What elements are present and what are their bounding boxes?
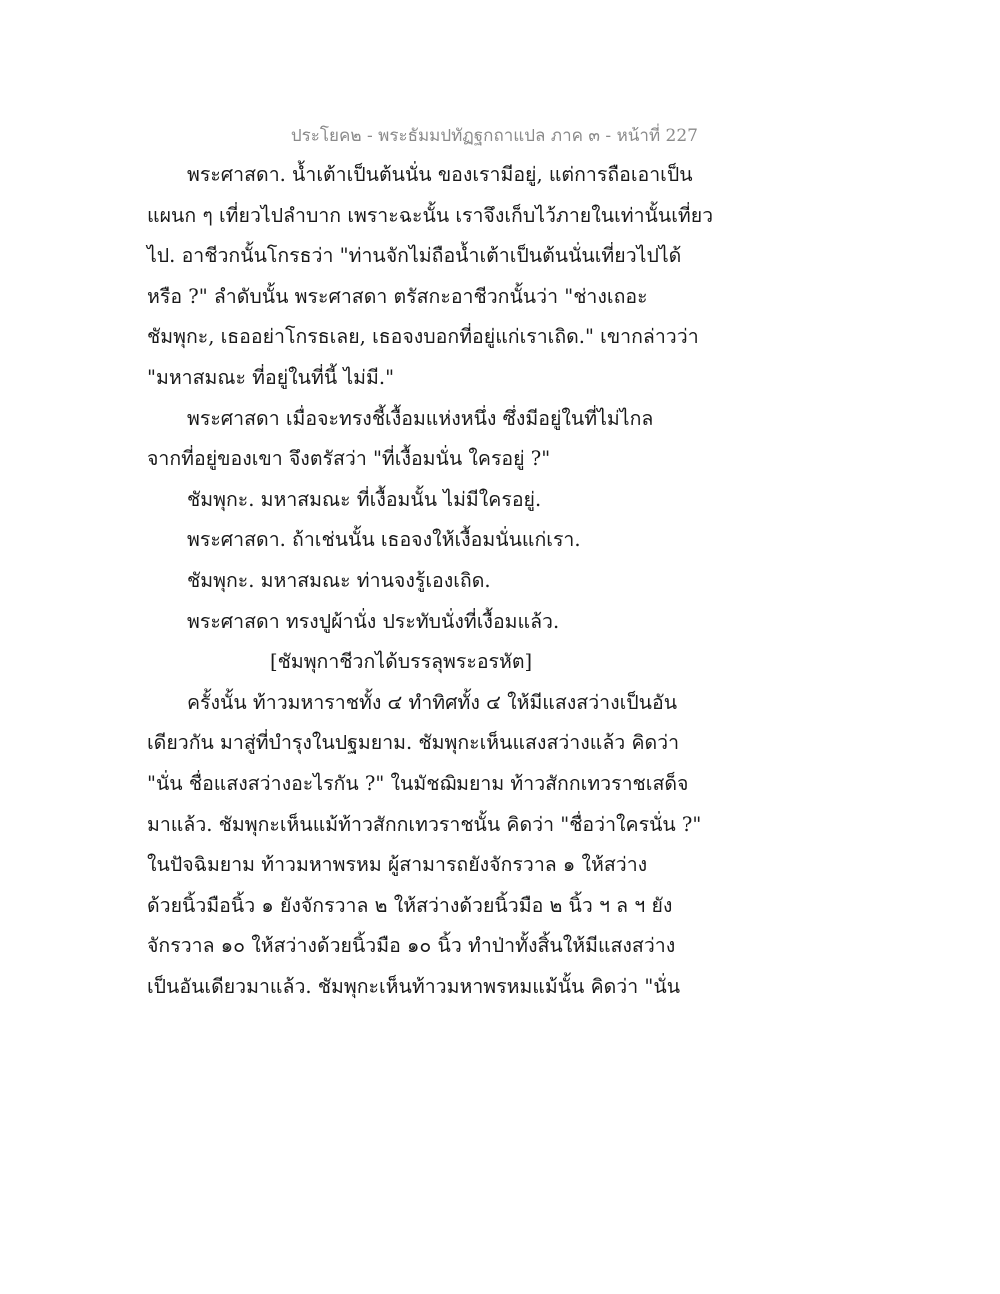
text-line: จักรวาล ๑๐ ให้สว่างด้วยนิ้วมือ ๑๐ นิ้ว ทำป่าทั้งสิ้นให้มีแสงสว่าง (147, 934, 676, 958)
text-line: จากที่อยู่ของเขา จึงตรัสว่า "ที่เงื้อมนั่น ใครอยู่ ?" (147, 447, 551, 471)
text-line: ด้วยนิ้วมือนิ้ว ๑ ยังจักรวาล ๒ ให้สว่างด้วยนิ้วมือ ๒ นิ้ว ฯ ล ฯ ยัง (147, 893, 673, 917)
text-line: เดียวกัน มาสู่ที่บำรุงในปฐมยาม. ชัมพุกะเห็นแสงสว่างแล้ว คิดว่า (147, 731, 680, 755)
text-line: หรือ ?" ลำดับนั้น พระศาสดา ตรัสกะอาชีวกนั้นว่า "ช่างเถอะ (147, 284, 648, 308)
text-line: พระศาสดา. ถ้าเช่นนั้น เธอจงให้เงื้อมนั่นแก่เรา. (187, 528, 581, 552)
body-text (147, 155, 714, 1007)
text-line: มาแล้ว. ชัมพุกะเห็นแม้ท้าวสักกเทวราชนั้น คิดว่า "ชื่อว่าใครนั่น ?" (147, 812, 702, 836)
text-line: ชัมพุกะ. มหาสมณะ ที่เงื้อมนั้น ไม่มีใครอยู่. (187, 487, 542, 511)
text-line: พระศาสดา. น้ำเต้าเป็นต้นนั่น ของเรามีอยู่, แต่การถือเอาเป็น (187, 163, 693, 186)
text-line: พระศาสดา เมื่อจะทรงชี้เงื้อมแห่งหนึ่ง ซึ่งมีอยู่ในที่ไม่ไกล (187, 406, 654, 430)
text-line: "มหาสมณะ ที่อยู่ในที่นี้ ไม่มี." (147, 365, 395, 389)
text-line: ไป. อาชีวกนั้นโกรธว่า "ท่านจักไม่ถือน้ำเต้าเป็นต้นนั่นเที่ยวไปได้ (147, 244, 682, 268)
text-line: เป็นอันเดียวมาแล้ว. ชัมพุกะเห็นท้าวมหาพรหมแม้นั้น คิดว่า "นั่น (147, 974, 681, 998)
text-line: แผนก ๆ เที่ยวไปลำบาก เพราะฉะนั้น เราจึงเก็บไว้ภายในเท่านั้นเที่ยว (147, 203, 714, 227)
text-line: พระศาสดา ทรงปูผ้านั่ง ประทับนั่งที่เงื้อมแล้ว. (187, 609, 560, 633)
text-line: "นั่น ชื่อแสงสว่างอะไรกัน ?" ในมัชฌิมยาม ท้าวสักกเทวราชเสด็จ (147, 771, 689, 795)
text-line: ครั้งนั้น ท้าวมหาราชทั้ง ๔ ทำทิศทั้ง ๔ ให้มีแสงสว่างเป็นอัน (187, 690, 678, 714)
text-line: ชัมพุกะ. มหาสมณะ ท่านจงรู้เองเถิด. (187, 568, 491, 592)
section-heading: [ชัมพุกาชีวกได้บรรลุพระอรหัต] (270, 650, 533, 674)
text-line: ชัมพุกะ, เธออย่าโกรธเลย, เธอจงบอกที่อยู่แก่เราเถิด." เขากล่าวว่า (147, 325, 699, 349)
running-header: ประโยค๒ - พระธัมมปทัฏฐกถาแปล ภาค ๓ - หน้าที่ 227 (290, 126, 698, 146)
text-line: ในปัจฉิมยาม ท้าวมหาพรหม ผู้สามารถยังจักรวาล ๑ ให้สว่าง (147, 853, 648, 877)
